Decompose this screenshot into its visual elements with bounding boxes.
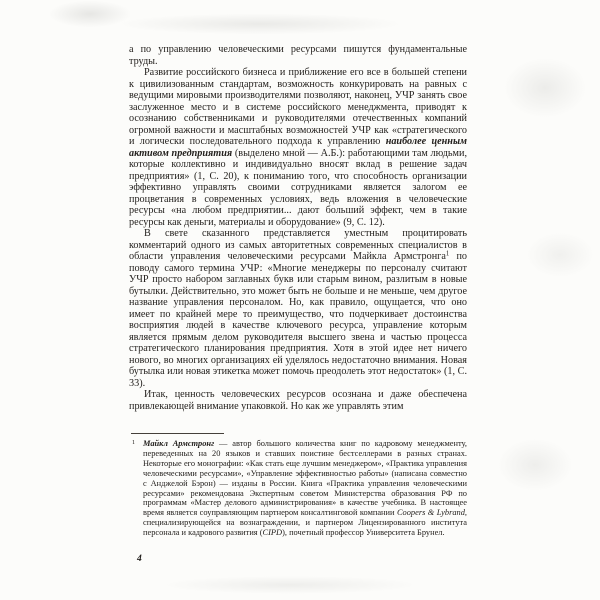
footnote-divider: [131, 433, 224, 434]
body-text: [129, 44, 467, 436]
text-run: ), почетный профессор Университета Брунел.: [282, 528, 445, 538]
footnote: [130, 439, 467, 538]
text-run: Итак, ценность человеческих ресурсов осознана и даже обеспечена привлекающей внимание упаковкой. Но как же управлять этим: [129, 389, 467, 412]
text-run: , специализирующейся на вознаграждении, и партнером Лицензированного института персонала и кадрового развития (: [143, 508, 467, 538]
paragraph: [129, 67, 467, 228]
paragraph: [129, 389, 467, 412]
text-run: а по управлению человеческими ресурсами пишутся фундаментальные труды.: [129, 44, 467, 67]
text-run: Развитие российского бизнеса и приближение его все в большей степени к цивилизованным стандартам, возможность конкурировать на равных с ведущими мировыми производителями позволяют, наконец, УЧР занять свое заслуженное место и в системе российского менеджмента, приводят к осознанию собственниками и руководителями отечественных компаний огромной важности и масштабных возможностей УЧР как «стратегического и логически последовательного подхода к управлению: [129, 67, 467, 147]
paragraph: [129, 44, 467, 67]
footnote-marker: 1: [132, 439, 136, 446]
text-run: Coopers & Lybrand: [396, 508, 465, 518]
footnote-text: [143, 439, 467, 537]
text-run: CIPD: [262, 528, 283, 538]
page-number: 4: [137, 554, 142, 564]
text-run: по поводу самого термина УЧР: «Многие менеджеры по персоналу считают УЧР просто набором заглавных букв или старым вином, разлитым в новые бутылки. Действительно, это может быть не больше и не меньше, чем другое название управления персоналом. Но, как правило, ощущается, что оно имеет по крайней мере то преимущество, что подчеркивает достоинства восприятия людей в качестве ключевого ресурса, управление которым является прямым делом руководителя высшего звена и частью процесса стратегического планирования предприятия. Хотя в этой идее нет ничего нового, во многих организациях ей уделялось недостаточно внимания. Новая бутылка или новая этикетка может помочь преодолеть этот недостаток» (1, С. 33).: [129, 251, 467, 389]
text-run: (выделено мной — А.Б.): работающими там людьми, которые коллективно и индивидуально вносят вклад в решение задач предприятия» (1, С. 20), к пониманию того, что способность организации эффективно управлять своими сотрудниками является залогом ее процветания в современных условиях, ведь вложения в человеческие ресурсы «на любом предприятии... дают больший эффект, чем в такие ресурсы как деньги, материалы и оборудование» (9, С. 12).: [129, 147, 467, 228]
paragraph: [129, 228, 467, 389]
text-run: наиболее ценным активом предприятия: [129, 136, 467, 159]
footnote-body: [130, 439, 467, 538]
text-run: В свете сказанного представляется уместным процитировать комментарий одного из самых авторитетных современных специалистов в области управления человеческими ресурсами Майкла Армстронга: [129, 228, 467, 262]
text-run: 1: [445, 250, 450, 258]
text-run: — автор большого количества книг по кадровому менеджменту, переведенных на 20 языков и ставших поистине бестселлерами в разных странах. Некоторые его монографии: «Как стать еще лучшим менеджером», «Практика управления человеческими ресурсами», «Управление эффективностью работы» (написана совместно с Анджелой Бэрон) — изданы в России. Книга «Практика управления человеческими ресурсами» рекомендована Экспертным советом Министерства образования РФ по программам «Мастер делового администрирования» в качестве учебника. В настоящее время является соуправляющим партнером консалтинговой компании: [143, 439, 467, 518]
text-run: Майкл Армстронг: [143, 439, 215, 448]
